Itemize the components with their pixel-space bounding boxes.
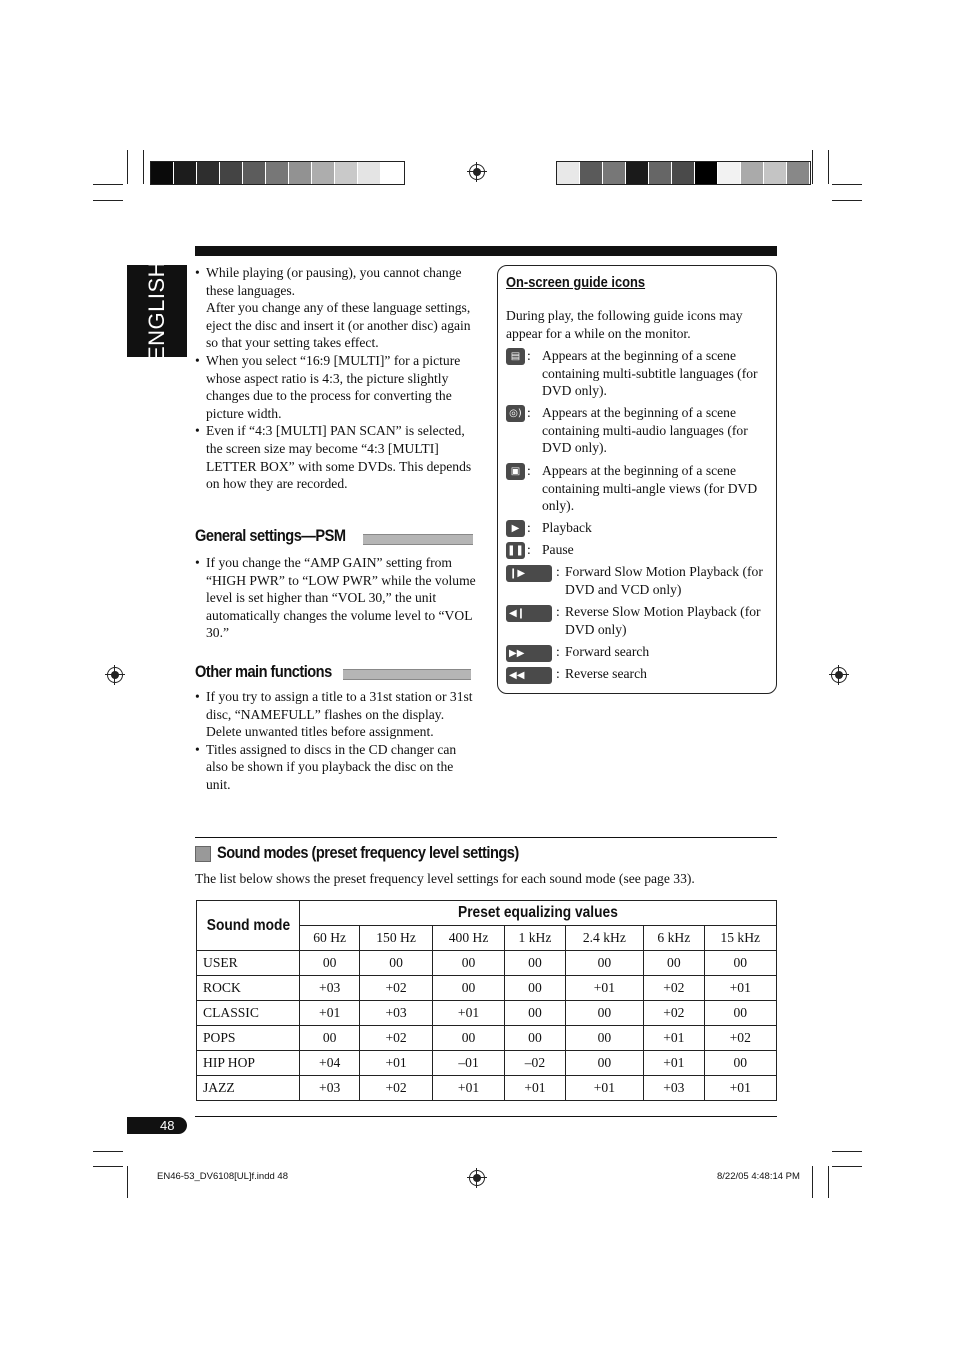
page-number: 48 <box>160 1118 175 1133</box>
eq-value-cell: +01 <box>360 1051 432 1076</box>
crop-mark <box>832 1151 862 1152</box>
crop-mark <box>127 150 128 184</box>
eq-value-cell: +01 <box>432 1076 504 1101</box>
forward-search-icon: ▶▶ <box>506 645 552 662</box>
eq-value-cell: 00 <box>505 951 565 976</box>
eq-value-cell: +01 <box>565 976 644 1001</box>
freq-header: 2.4 kHz <box>565 926 644 951</box>
table-row <box>197 976 777 1001</box>
play-icon: ▶ <box>506 520 525 537</box>
psm-notes <box>195 554 477 642</box>
table-row <box>197 1076 777 1101</box>
left-notes <box>195 264 477 493</box>
color-swatch <box>580 162 603 184</box>
crop-mark <box>143 150 144 184</box>
crop-mark <box>127 1166 128 1198</box>
reverse-slow-icon: ◀❙ <box>506 605 552 622</box>
pause-icon: ❚❚ <box>506 542 525 559</box>
color-swatch <box>603 162 626 184</box>
eq-value-cell: +02 <box>360 1076 432 1101</box>
reverse-search-icon: ◀◀ <box>506 667 552 684</box>
guide-item-text: Reverse Slow Motion Playback (for DVD only) <box>565 604 761 637</box>
angle-icon: ▣ <box>506 463 525 480</box>
sound-modes-intro: The list below shows the preset frequency level settings for each sound mode (see page 33). <box>195 871 695 886</box>
eq-value-cell: 00 <box>565 1001 644 1026</box>
sound-mode-cell: USER <box>197 951 300 976</box>
footer-file: EN46-53_DV6108[UL]f.indd 48 <box>157 1171 288 1182</box>
guide-item-text: Forward search <box>565 644 650 659</box>
color-swatch <box>557 162 580 184</box>
crop-mark <box>93 184 123 185</box>
sound-mode-cell: HIP HOP <box>197 1051 300 1076</box>
guide-item-text: Forward Slow Motion Playback (for DVD and VCD only) <box>565 564 763 597</box>
heading-bar <box>363 534 473 545</box>
eq-value-cell: 00 <box>565 1026 644 1051</box>
color-bar-right <box>556 161 811 185</box>
subtitle-icon: ▤ <box>506 348 525 365</box>
eq-value-cell: 00 <box>432 976 504 1001</box>
col-header-preset: Preset equalizing values <box>300 901 777 926</box>
psm-heading: General settings—PSM <box>195 526 346 545</box>
table-row <box>197 951 777 976</box>
page-number-tab <box>127 1117 187 1134</box>
registration-mark-icon <box>469 1170 485 1186</box>
eq-value-cell: 00 <box>300 951 360 976</box>
crop-mark <box>832 1166 862 1167</box>
forward-slow-icon: ❙▶ <box>506 565 552 582</box>
color-swatch <box>626 162 649 184</box>
audio-icon: ◎) <box>506 405 525 422</box>
eq-value-cell: –02 <box>505 1051 565 1076</box>
color-swatch <box>266 162 289 184</box>
section-top-rule <box>195 246 777 256</box>
eq-value-cell: +01 <box>432 1001 504 1026</box>
crop-mark <box>812 150 813 184</box>
eq-value-cell: –01 <box>432 1051 504 1076</box>
footer-timestamp: 8/22/05 4:48:14 PM <box>717 1171 800 1182</box>
color-swatch <box>289 162 312 184</box>
guide-title: On-screen guide icons <box>506 274 646 291</box>
eq-value-cell: 00 <box>565 1051 644 1076</box>
col-header-mode: Sound mode <box>197 901 300 951</box>
crop-mark <box>828 1166 829 1198</box>
eq-value-cell: 00 <box>360 951 432 976</box>
color-swatch <box>243 162 266 184</box>
crop-mark <box>832 184 862 185</box>
color-swatch <box>220 162 243 184</box>
guide-item-text: Playback <box>542 520 592 535</box>
eq-value-cell: 00 <box>704 1051 777 1076</box>
eq-value-cell: 00 <box>300 1026 360 1051</box>
sound-modes-heading: Sound modes (preset frequency level settings) <box>217 843 519 862</box>
table-row <box>197 1051 777 1076</box>
registration-mark-icon <box>831 667 847 683</box>
list-item: • If you change the “AMP GAIN” setting from “HIGH PWR” to “LOW PWR” while the volume level is set higher than “VOL 30,” the unit automatically changes the volume level to “VOL 30.” <box>195 554 477 642</box>
registration-mark-icon <box>469 164 485 180</box>
freq-header: 1 kHz <box>505 926 565 951</box>
eq-value-cell: 00 <box>432 1026 504 1051</box>
eq-value-cell: +03 <box>300 1076 360 1101</box>
crop-mark <box>93 1166 123 1167</box>
color-swatch <box>787 162 810 184</box>
sound-mode-cell: ROCK <box>197 976 300 1001</box>
freq-header: 400 Hz <box>432 926 504 951</box>
eq-value-cell: +03 <box>644 1076 704 1101</box>
list-item: • If you try to assign a title to a 31st station or 31st disc, “NAMEFULL” flashes on the display. Delete unwanted titles before assignment. <box>195 688 477 741</box>
registration-mark-icon <box>107 667 123 683</box>
eq-value-cell: +02 <box>644 1001 704 1026</box>
eq-value-cell: 00 <box>505 1026 565 1051</box>
color-swatch <box>764 162 787 184</box>
freq-header: 6 kHz <box>644 926 704 951</box>
language-tab <box>127 260 187 362</box>
sound-mode-cell: JAZZ <box>197 1076 300 1101</box>
color-swatch <box>312 162 335 184</box>
color-bar-left <box>150 161 405 185</box>
sound-mode-cell: CLASSIC <box>197 1001 300 1026</box>
color-swatch <box>335 162 358 184</box>
color-swatch <box>695 162 718 184</box>
guide-item-text: Appears at the beginning of a scene containing multi-subtitle languages (for DVD only). <box>542 348 758 399</box>
eq-value-cell: 00 <box>505 1001 565 1026</box>
color-swatch <box>151 162 174 184</box>
eq-value-cell: +03 <box>300 976 360 1001</box>
sound-mode-cell: POPS <box>197 1026 300 1051</box>
guide-item-text: Reverse search <box>565 666 647 681</box>
list-item: • Even if “4:3 [MULTI] PAN SCAN” is selected, the screen size may become “4:3 [MULTI] LETTER BOX” with some DVDs. This depends on how they are recorded. <box>195 422 477 492</box>
list-item: • When you select “16:9 [MULTI]” for a picture whose aspect ratio is 4:3, the picture slightly changes due to the process for converting the picture width. <box>195 352 477 422</box>
eq-value-cell: +02 <box>360 976 432 1001</box>
freq-header: 150 Hz <box>360 926 432 951</box>
eq-value-cell: +01 <box>565 1076 644 1101</box>
crop-mark <box>93 1151 123 1152</box>
color-swatch <box>718 162 741 184</box>
eq-value-cell: +01 <box>704 1076 777 1101</box>
eq-value-cell: 00 <box>644 951 704 976</box>
guide-item-text: Pause <box>542 542 574 557</box>
eq-value-cell: +01 <box>300 1001 360 1026</box>
list-item: • Titles assigned to discs in the CD changer can also be shown if you playback the disc on the unit. <box>195 741 477 794</box>
heading-bar <box>343 669 471 680</box>
table-row <box>197 1001 777 1026</box>
eq-value-cell: 00 <box>505 976 565 1001</box>
freq-header: 60 Hz <box>300 926 360 951</box>
color-swatch <box>649 162 672 184</box>
color-swatch <box>358 162 381 184</box>
freq-header: 15 kHz <box>704 926 777 951</box>
guide-icons-box: On-screen guide icons During play, the following guide icons may appear for a while on the monitor. ▤ : Appears at the beginning of a scene containing multi-subtitle languages (for DVD only). ◎) : Appears at the beginning of a scene containing multi-audio languages (for DVD only). ▣ : Appears at the beginning of a scene containing multi-angle views (for DVD only). ▶ : Playback ❚❚ : Pause ❙▶ : Forward Slow Motion Playback (for DVD and VCD only) ◀❙ : Reverse Slow Motion Playback (for DVD only) ▶▶ : Forward search ◀◀ : Reverse search <box>497 265 777 694</box>
section-divider <box>195 1116 777 1117</box>
eq-value-cell: +01 <box>644 1026 704 1051</box>
eq-value-cell: 00 <box>704 1001 777 1026</box>
section-marker <box>195 846 211 862</box>
crop-mark <box>812 1166 813 1198</box>
color-swatch <box>672 162 695 184</box>
eq-table <box>196 900 777 1101</box>
section-divider <box>195 837 777 838</box>
eq-value-cell: +02 <box>644 976 704 1001</box>
eq-value-cell: +02 <box>360 1026 432 1051</box>
table-row <box>197 1026 777 1051</box>
language-tab-label: ENGLISH <box>144 260 169 362</box>
eq-value-cell: +03 <box>360 1001 432 1026</box>
eq-value-cell: +01 <box>505 1076 565 1101</box>
eq-value-cell: +02 <box>704 1026 777 1051</box>
color-swatch <box>741 162 764 184</box>
crop-mark <box>832 200 862 201</box>
crop-mark <box>93 200 123 201</box>
other-notes <box>195 688 477 794</box>
color-swatch <box>381 162 404 184</box>
eq-value-cell: +01 <box>644 1051 704 1076</box>
guide-item-text: Appears at the beginning of a scene containing multi-audio languages (for DVD only). <box>542 405 748 456</box>
list-item: • While playing (or pausing), you cannot change these languages. After you change any of these language settings, eject the disc and insert it (or another disc) again so that your setting takes effect. <box>195 264 477 352</box>
guide-intro: During play, the following guide icons may appear for a while on the monitor. <box>506 308 743 341</box>
crop-mark <box>828 150 829 184</box>
color-swatch <box>197 162 220 184</box>
other-functions-heading: Other main functions <box>195 662 332 681</box>
eq-value-cell: +04 <box>300 1051 360 1076</box>
eq-value-cell: 00 <box>704 951 777 976</box>
eq-value-cell: 00 <box>432 951 504 976</box>
color-swatch <box>174 162 197 184</box>
guide-item-text: Appears at the beginning of a scene containing multi-angle views (for DVD only). <box>542 463 758 514</box>
eq-value-cell: 00 <box>565 951 644 976</box>
eq-value-cell: +01 <box>704 976 777 1001</box>
